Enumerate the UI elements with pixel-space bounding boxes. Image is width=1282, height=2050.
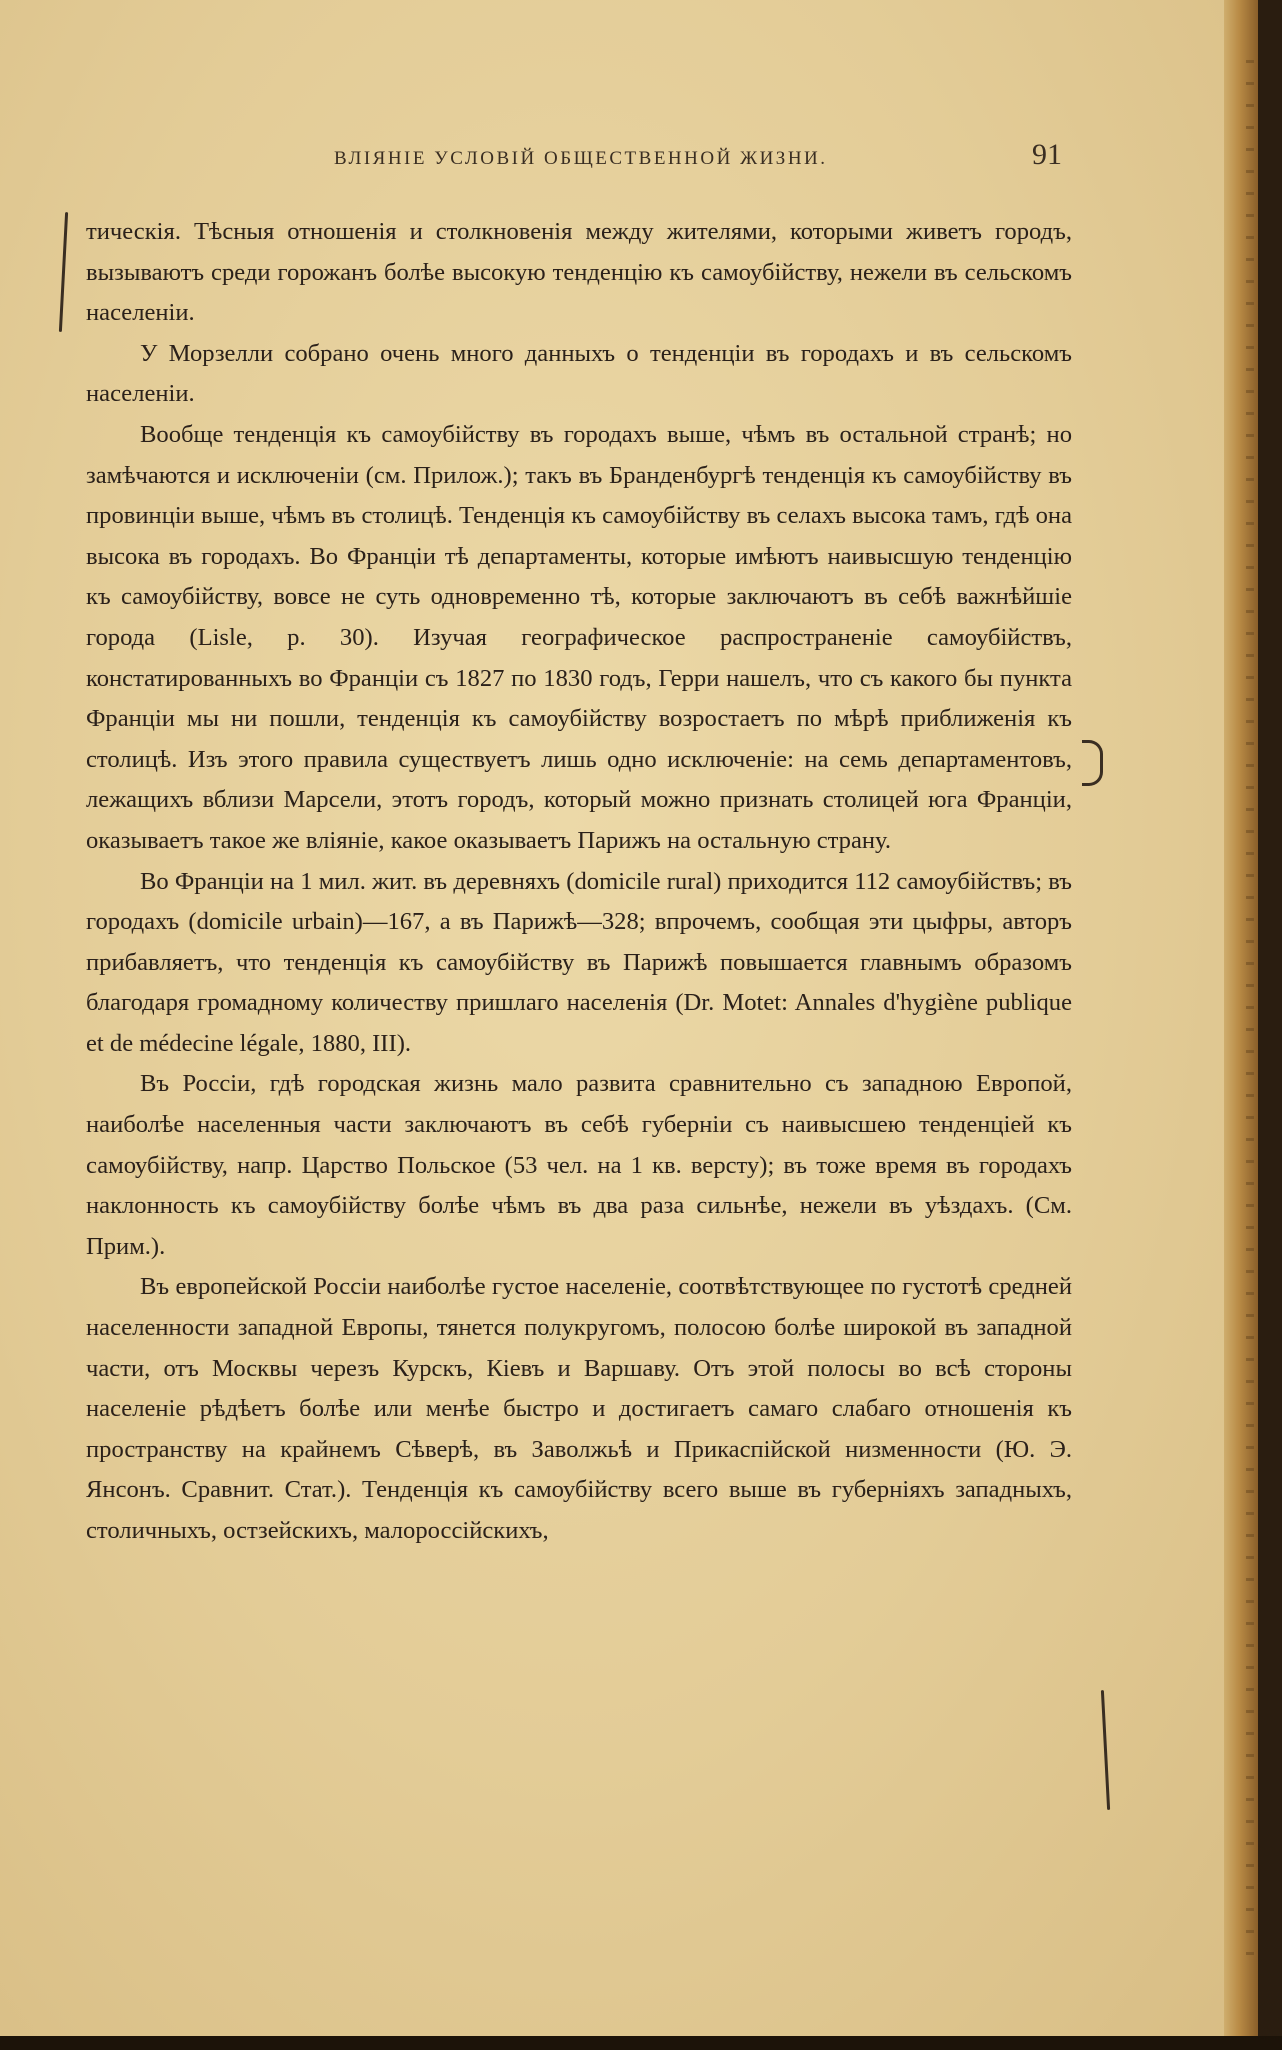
bottom-shadow <box>0 2036 1282 2050</box>
margin-mark-right <box>1101 1690 1110 1810</box>
page-edge <box>1224 0 1258 2036</box>
paragraph: Вообще тенденцiя къ самоубiйству въ городахъ выше, чѣмъ въ остальной странѣ; но замѣчаются и исключенiи (см. Прилож.); такъ въ Бранденбургѣ тенденцiя къ самоубiйству въ провинцiи выше, чѣмъ въ столицѣ. Тенденцiя къ самоубiйству въ селахъ высока тамъ, гдѣ она высока въ городахъ. Во Францiи тѣ департаменты, которые имѣютъ наивысшую тенденцiю къ самоубiйству, вовсе не суть одновременно тѣ, которые заключаютъ въ себѣ важнѣйшiе города (Lisle, p. 30). Изучая географическое распространенiе самоубiйствъ, констатированныхъ во Францiи съ 1827 по 1830 годъ, Герри нашелъ, что съ какого бы пункта Францiи мы ни пошли, тенденцiя къ самоубiйству возростаетъ по мѣрѣ приближенiя къ столицѣ. Изъ этого правила существуетъ лишь одно исключенiе: на семь департаментовъ, лежащихъ вблизи Марсели, этотъ городъ, который можно признать столицей юга Францiи, оказываетъ такое же влiянiе, какое оказываетъ Парижъ на остальную страну. <box>86 420 1072 854</box>
margin-mark-left <box>59 212 68 332</box>
paragraph: Во Францiи на 1 мил. жит. въ деревняхъ (domicile rural) приходится 112 самоубiйствъ; въ городахъ (domicile urbain)—167, а въ Парижѣ—328; впрочемъ, сообщая эти цыфры, авторъ прибавляетъ, что тенденцiя къ самоубiйству въ Парижѣ повышается главнымъ образомъ благодаря громадному количеству пришлаго населенiя (Dr. Motet: Annales d'hygiène publique et de médecine légale, 1880, III). <box>86 867 1072 1057</box>
paragraph: Въ Россiи, гдѣ городская жизнь мало развита сравнительно съ западною Европой, наиболѣе населенныя части заключаютъ въ себѣ губернiи съ наивысшею тенденцiей къ самоубiйству, напр. Царство Польское (53 чел. на 1 кв. версту); въ тоже время въ городахъ наклонность къ самоубiйству болѣе чѣмъ въ два раза сильнѣе, нежели въ уѣздахъ. (См. Прим.). <box>86 1070 1072 1260</box>
page-number: 91 <box>1032 138 1062 171</box>
paragraph: Въ европейской Россiи наиболѣе густое населенiе, соотвѣтствующее по густотѣ средней населенности западной Европы, тянется полукругомъ, полосою болѣе широкой въ западной части, отъ Москвы черезъ Курскъ, Кiевъ и Варшаву. Отъ этой полосы во всѣ стороны населенiе рѣдѣетъ болѣе или менѣе быстро и достигаетъ самаго слабаго отношенiя къ пространству на крайнемъ Сѣверѣ, въ Заволжьѣ и Прикаспiйской низменности (Ю. Э. Янсонъ. Сравнит. Стат.). Тенденцiя къ самоубiйству всего выше въ губернiяхъ западныхъ, столичныхъ, остзейскихъ, малороссiйскихъ, <box>86 1273 1072 1544</box>
spine-texture <box>1246 60 1254 1960</box>
body-text <box>86 212 1072 1552</box>
margin-bracket <box>1082 740 1103 786</box>
paragraph: тическiя. Тѣсныя отношенiя и столкновенiя между жителями, которыми живетъ городъ, вызываютъ среди горожанъ болѣе высокую тенденцiю къ самоубiйству, нежели въ сельскомъ населенiи. <box>86 218 1072 327</box>
paragraph: У Морзелли собрано очень много данныхъ о тенденцiи въ городахъ и въ сельскомъ населенiи. <box>86 339 1072 408</box>
running-head: ВЛIЯНIЕ УСЛОВIЙ ОБЩЕСТВЕННОЙ ЖИЗНИ. <box>334 148 828 169</box>
